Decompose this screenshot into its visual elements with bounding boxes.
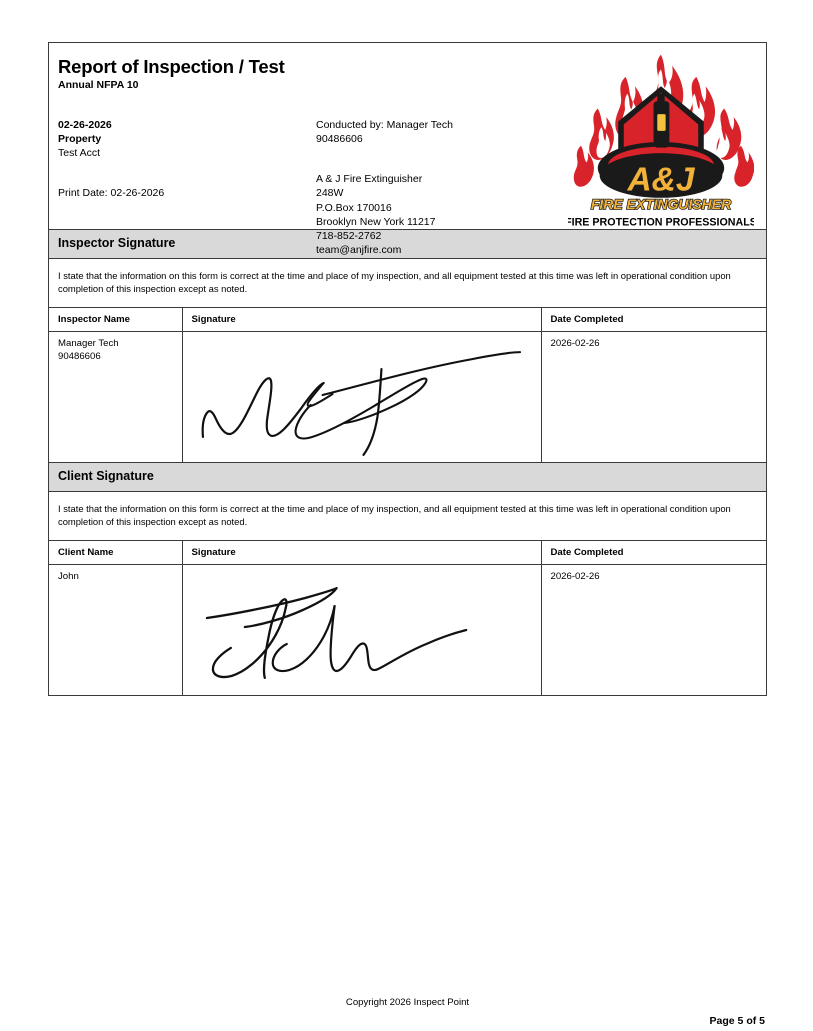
column-header-date-completed: Date Completed: [541, 308, 766, 332]
inspector-date-cell: 2026-02-26: [550, 337, 600, 349]
table-row: [49, 564, 766, 695]
conducted-by: Conducted by: Manager Tech: [316, 118, 453, 131]
company-email: team@anjfire.com: [316, 244, 402, 257]
client-date-cell: 2026-02-26: [550, 570, 600, 582]
fire-logo-icon: [568, 49, 754, 229]
company-address-line-3: Brooklyn New York 11217: [316, 215, 436, 228]
inspector-signature-heading: Inspector Signature: [49, 229, 766, 259]
page-footer: [48, 995, 767, 1031]
logo-tagline: FIRE PROTECTION PROFESSIONALS: [568, 216, 754, 229]
logo-brand-sub: FIRE EXTINGUISHER: [590, 195, 732, 212]
property-name: Test Acct: [58, 147, 101, 160]
client-signature-table: [49, 541, 766, 695]
header-middle-column: [316, 118, 566, 257]
company-name: A & J Fire Extinguisher: [316, 173, 423, 186]
inspector-statement: I state that the information on this form is correct at the time and place of my inspection, and all equipment tested at this time was left in operational condition upon completion of this inspection except as noted.: [49, 259, 766, 308]
client-signature-image: [183, 565, 541, 695]
client-signature-heading: Client Signature: [49, 462, 766, 492]
column-header-signature: Signature: [182, 541, 541, 565]
left-column-spacer: [58, 160, 308, 186]
middle-column-spacer: [316, 146, 566, 172]
client-statement: I state that the information on this form is correct at the time and place of my inspection, and all equipment tested at this time was left in operational condition upon completion of this inspection except as noted.: [49, 492, 766, 541]
property-label: Property: [58, 133, 102, 146]
footer-page-number: Page 5 of 5: [709, 1015, 765, 1027]
svg-text:A&J: A&J: [627, 161, 695, 199]
inspector-signature-table: [49, 308, 766, 462]
column-header-signature: Signature: [182, 308, 541, 332]
column-header-date-completed: Date Completed: [541, 541, 766, 565]
company-address-line-1: 248W: [316, 187, 344, 200]
report-content-frame: [48, 42, 767, 696]
inspector-name: Manager Tech: [58, 337, 119, 349]
inspection-date: 02-26-2026: [58, 118, 112, 131]
inspector-name-cell: [49, 331, 182, 462]
header-left-column: [58, 118, 308, 201]
table-header-row: [49, 308, 766, 332]
inspector-id: 90486606: [58, 351, 101, 363]
column-header-client-name: Client Name: [49, 541, 182, 565]
table-row: [49, 331, 766, 462]
company-phone: 718-852-2762: [316, 229, 382, 242]
client-signature-cell: [182, 564, 541, 695]
print-date: Print Date: 02-26-2026: [58, 187, 165, 200]
technician-id: 90486606: [316, 133, 363, 146]
inspector-signature-image: [183, 332, 541, 462]
client-name-cell: John: [49, 564, 182, 695]
table-header-row: [49, 541, 766, 565]
column-header-inspector-name: Inspector Name: [49, 308, 182, 332]
page-title: Report of Inspection / Test: [58, 56, 285, 77]
footer-copyright: Copyright 2026 Inspect Point: [345, 997, 470, 1008]
company-address-line-2: P.O.Box 170016: [316, 201, 392, 214]
inspector-signature-cell: [182, 331, 541, 462]
page-subtitle: Annual NFPA 10: [58, 79, 139, 92]
company-logo: [568, 49, 754, 229]
